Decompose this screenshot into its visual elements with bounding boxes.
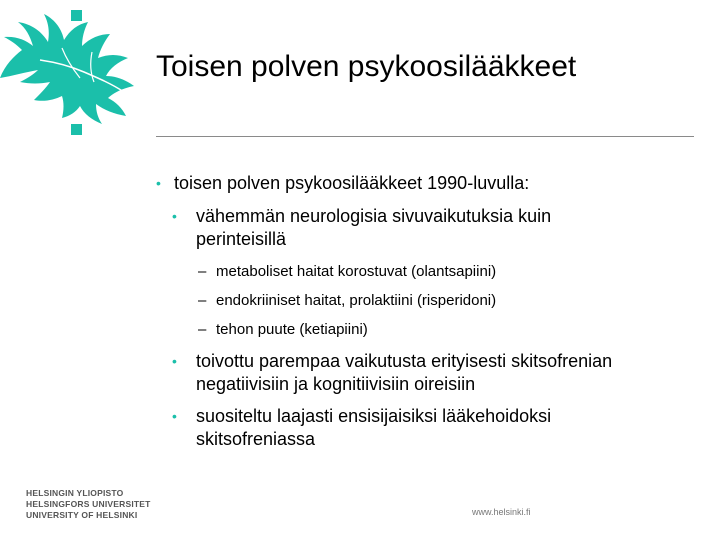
bullet-text: suositeltu laajasti ensisijaisiksi lääkehoidoksi skitsofreniassa bbox=[196, 406, 552, 449]
university-line: HELSINGIN YLIOPISTO bbox=[26, 488, 124, 498]
bullet-icon: • bbox=[172, 353, 177, 369]
bullet-icon: • bbox=[156, 175, 161, 191]
dash-icon: – bbox=[198, 263, 207, 280]
bullet-text: vähemmän neurologisia sivuvaikutuksia kuin perinteisillä bbox=[196, 206, 552, 249]
bullet-icon: • bbox=[172, 408, 177, 424]
bullet-level3 bbox=[198, 262, 496, 282]
footer-url: www.helsinki.fi bbox=[472, 507, 531, 517]
bullet-level3 bbox=[198, 320, 368, 340]
bullet-text: tehon puute (ketiapiini) bbox=[216, 321, 368, 338]
dash-icon: – bbox=[198, 292, 207, 309]
bullet-icon: • bbox=[172, 208, 177, 224]
bullet-text: toivottu parempaa vaikutusta erityisesti skitsofrenian negatiivisiin ja kognitiivisiin oireisiin bbox=[196, 351, 613, 394]
bullet-level3 bbox=[198, 291, 496, 311]
university-line: UNIVERSITY OF HELSINKI bbox=[26, 510, 138, 520]
bullet-level2 bbox=[172, 205, 692, 251]
bullet-text: endokriiniset haitat, prolaktiini (risperidoni) bbox=[216, 292, 497, 309]
bullet-text: metaboliset haitat korostuvat (olantsapiini) bbox=[216, 263, 497, 280]
university-line: HELSINGFORS UNIVERSITET bbox=[26, 499, 151, 509]
bullet-level2 bbox=[172, 405, 692, 451]
university-name bbox=[26, 488, 151, 521]
bullet-level2 bbox=[172, 350, 692, 396]
dash-icon: – bbox=[198, 321, 207, 338]
slide-title: Toisen polven psykoosilääkkeet bbox=[156, 50, 577, 83]
bullet-text: toisen polven psykoosilääkkeet 1990-luvulla: bbox=[174, 173, 530, 193]
